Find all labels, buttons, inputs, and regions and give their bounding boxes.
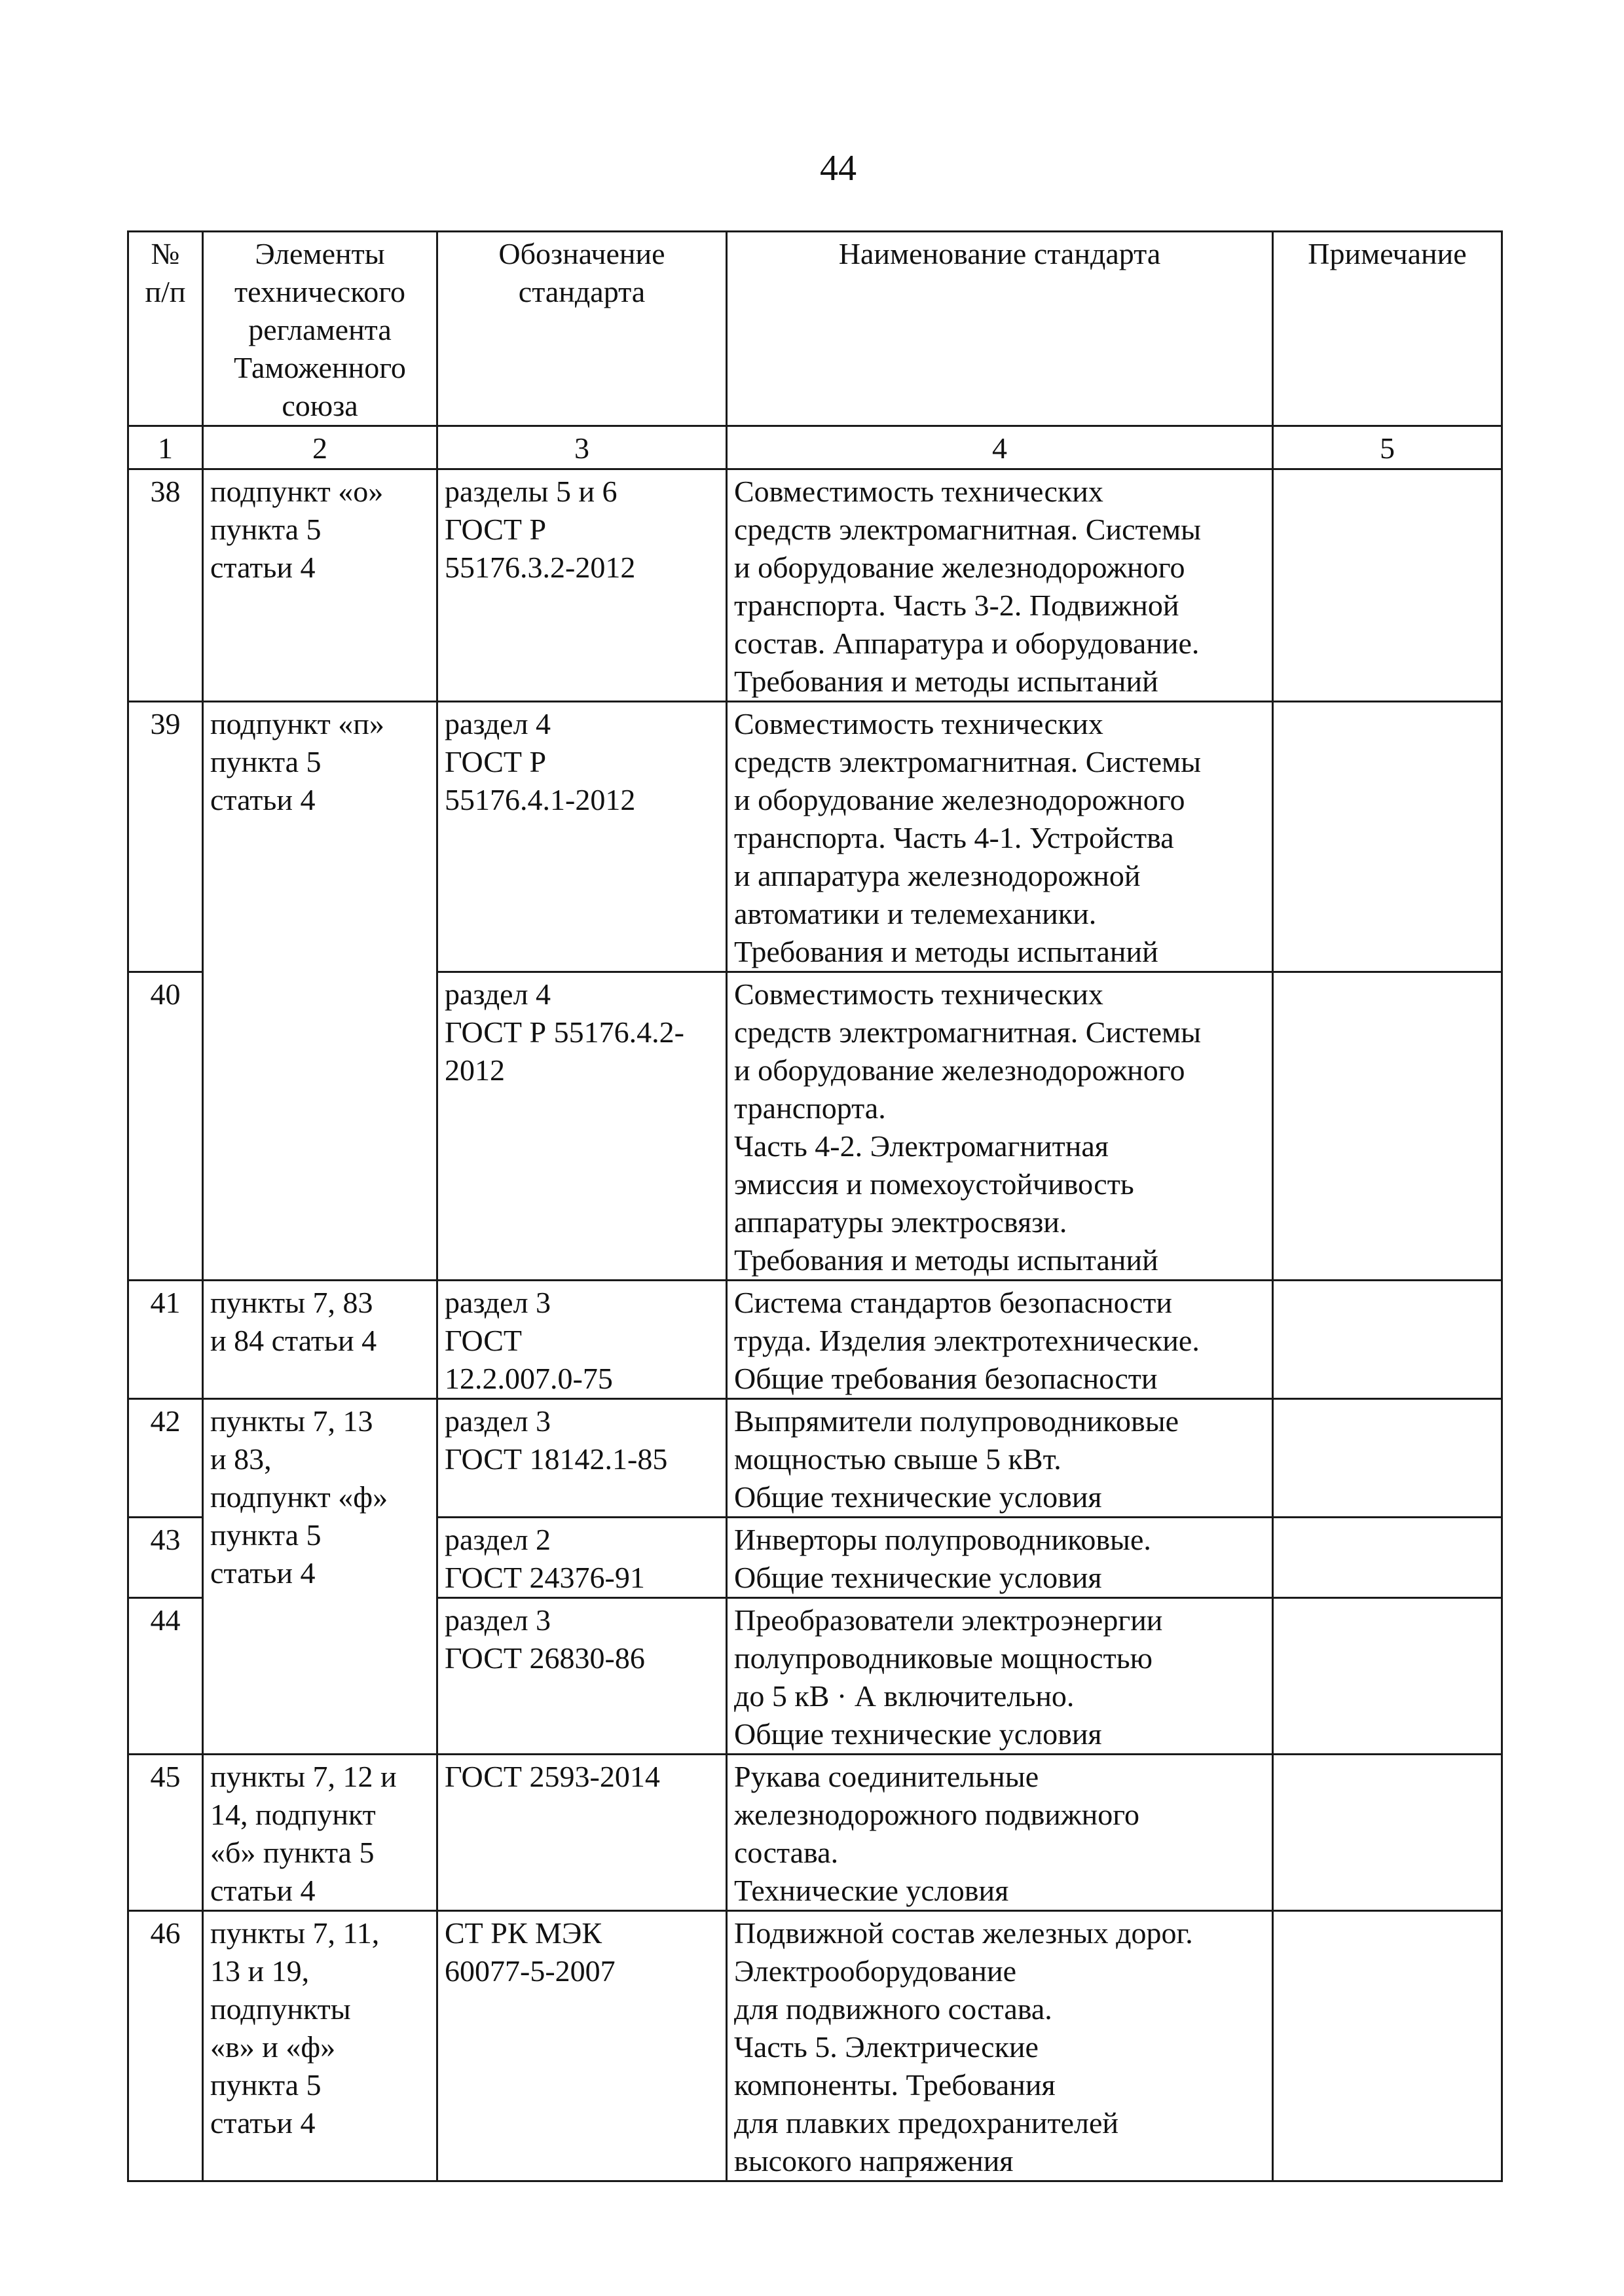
- standard-designation: СТ РК МЭК 60077-5-2007: [437, 1911, 727, 2181]
- row-number: 41: [128, 1281, 203, 1399]
- regulation-element: пункты 7, 83 и 84 статьи 4: [203, 1281, 437, 1399]
- standard-designation: раздел 3 ГОСТ 26830-86: [437, 1598, 727, 1755]
- row-number: 42: [128, 1399, 203, 1518]
- note: [1273, 1911, 1502, 2181]
- row-number: 39: [128, 702, 203, 972]
- table-row: [128, 1911, 1502, 2181]
- standard-name: Система стандартов безопасности труда. Изделия электротехнические. Общие требования безопасности: [727, 1281, 1273, 1399]
- page-number: 44: [820, 148, 857, 189]
- table-row: [128, 1399, 1502, 1518]
- column-number: 5: [1273, 426, 1502, 469]
- standard-name: Рукава соединительные железнодорожного подвижного состава. Технические условия: [727, 1755, 1273, 1911]
- standard-designation: раздел 4 ГОСТ Р 55176.4.2- 2012: [437, 972, 727, 1281]
- note: [1273, 1399, 1502, 1518]
- regulation-element: пункты 7, 11, 13 и 19, подпункты «в» и «ф» пункта 5 статьи 4: [203, 1911, 437, 2181]
- table-row: [128, 1281, 1502, 1399]
- header-note: Примечание: [1273, 232, 1502, 426]
- standard-name: Преобразователи электроэнергии полупроводниковые мощностью до 5 кВ · А включительно. Общие технические условия: [727, 1598, 1273, 1755]
- column-number: 2: [203, 426, 437, 469]
- row-number: 43: [128, 1518, 203, 1598]
- note: [1273, 1755, 1502, 1911]
- column-number: 3: [437, 426, 727, 469]
- column-numbers-row: [128, 426, 1502, 469]
- note: [1273, 972, 1502, 1281]
- standard-designation: ГОСТ 2593-2014: [437, 1755, 727, 1911]
- note: [1273, 1281, 1502, 1399]
- regulation-element: пункты 7, 12 и 14, подпункт «б» пункта 5 статьи 4: [203, 1755, 437, 1911]
- standard-name: Выпрямители полупроводниковые мощностью свыше 5 кВт. Общие технические условия: [727, 1399, 1273, 1518]
- note: [1273, 469, 1502, 702]
- standard-designation: раздел 3 ГОСТ 12.2.007.0-75: [437, 1281, 727, 1399]
- row-number: 45: [128, 1755, 203, 1911]
- row-number: 40: [128, 972, 203, 1281]
- row-number: 44: [128, 1598, 203, 1755]
- standard-designation: разделы 5 и 6 ГОСТ Р 55176.3.2-2012: [437, 469, 727, 702]
- note: [1273, 1598, 1502, 1755]
- standard-name: Совместимость технических средств электромагнитная. Системы и оборудование железнодорожного транспорта. Часть 4-2. Электромагнитная эмиссия и помехоустойчивость аппаратуры электросвязи. Требования и методы испытаний: [727, 972, 1273, 1281]
- row-number: 38: [128, 469, 203, 702]
- header-number: № п/п: [128, 232, 203, 426]
- table-row: [128, 469, 1502, 702]
- standard-designation: раздел 2 ГОСТ 24376-91: [437, 1518, 727, 1598]
- table-row: [128, 702, 1502, 972]
- regulation-element: подпункт «п» пункта 5 статьи 4: [203, 702, 437, 1281]
- column-number: 1: [128, 426, 203, 469]
- header-standard-name: Наименование стандарта: [727, 232, 1273, 426]
- standards-table: [127, 230, 1503, 2182]
- standard-name: Совместимость технических средств электромагнитная. Системы и оборудование железнодорожного транспорта. Часть 3-2. Подвижной состав. Аппаратура и оборудование. Требования и методы испытаний: [727, 469, 1273, 702]
- standard-name: Подвижной состав железных дорог. Электрооборудование для подвижного состава. Часть 5. Электрические компоненты. Требования для плавких предохранителей высокого напряжения: [727, 1911, 1273, 2181]
- standard-designation: раздел 4 ГОСТ Р 55176.4.1-2012: [437, 702, 727, 972]
- regulation-element: подпункт «о» пункта 5 статьи 4: [203, 469, 437, 702]
- column-number: 4: [727, 426, 1273, 469]
- header-standard-designation: Обозначение стандарта: [437, 232, 727, 426]
- regulation-element: пункты 7, 13 и 83, подпункт «ф» пункта 5 статьи 4: [203, 1399, 437, 1755]
- standard-name: Инверторы полупроводниковые. Общие технические условия: [727, 1518, 1273, 1598]
- standard-designation: раздел 3 ГОСТ 18142.1-85: [437, 1399, 727, 1518]
- note: [1273, 702, 1502, 972]
- table-row: [128, 1755, 1502, 1911]
- header-regulation-elements: Элементы технического регламента Таможенного союза: [203, 232, 437, 426]
- standard-name: Совместимость технических средств электромагнитная. Системы и оборудование железнодорожного транспорта. Часть 4-1. Устройства и аппаратура железнодорожной автоматики и телемеханики. Требования и методы испытаний: [727, 702, 1273, 972]
- note: [1273, 1518, 1502, 1598]
- row-number: 46: [128, 1911, 203, 2181]
- table-header-row: [128, 232, 1502, 426]
